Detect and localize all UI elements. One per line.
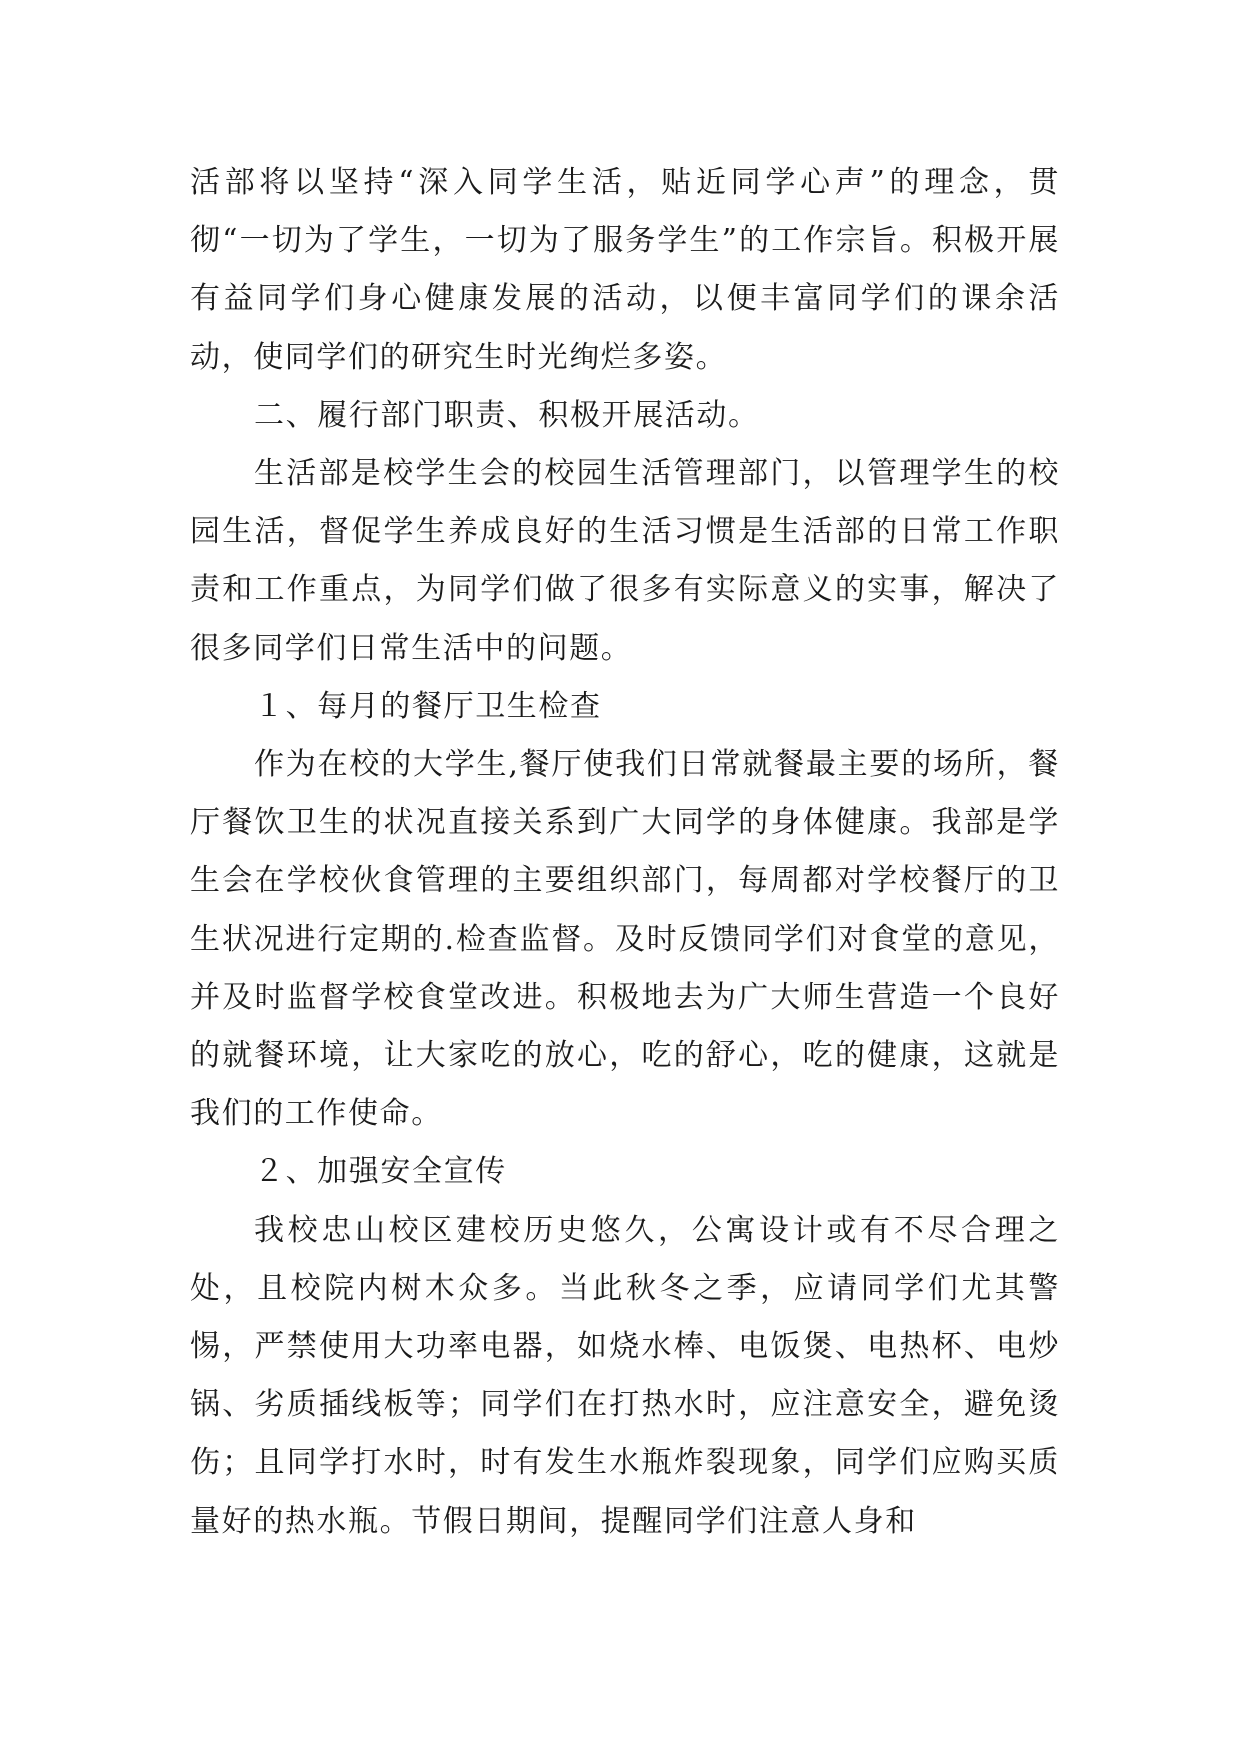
paragraph-continuation: 活部将以坚持“深入同学生活，贴近同学心声”的理念，贯彻“一切为了学生，一切为了服务学生”的工作宗旨。积极开展有益同学们身心健康发展的活动，以便丰富同学们的课余活动，使同学们的研究生时光绚烂多姿。 xyxy=(190,165,1060,375)
paragraph-body: 生活部是校学生会的校园生活管理部门，以管理学生的校园生活，督促学生养成良好的生活习惯是生活部的日常工作职责和工作重点，为同学们做了很多有实际意义的实事，解决了很多同学们日常生活中的问题。 xyxy=(190,456,1060,666)
numbered-subheading: １、每月的餐厅卫生检查 xyxy=(254,688,602,724)
document-body xyxy=(190,154,1060,1551)
paragraph-body: 作为在校的大学生,餐厅使我们日常就餐最主要的场所，餐厅餐饮卫生的状况直接关系到广大同学的身体健康。我部是学生会在学校伙食管理的主要组织部门，每周都对学校餐厅的卫生状况进行定期的.检查监督。及时反馈同学们对食堂的意见，并及时监督学校食堂改进。积极地去为广大师生营造一个良好的就餐环境，让大家吃的放心，吃的舒心，吃的健康，这就是我们的工作使命。 xyxy=(190,747,1060,1132)
paragraph-body: 我校忠山校区建校历史悠久，公寓设计或有不尽合理之处，且校院内树木众多。当此秋冬之季，应请同学们尤其警惕，严禁使用大功率电器，如烧水棒、电饭煲、电热杯、电炒锅、劣质插线板等；同学们在打热水时，应注意安全，避免烫伤；且同学打水时，时有发生水瓶炸裂现象，同学们应购买质量好的热水瓶。节假日期间，提醒同学们注意人身和 xyxy=(190,1212,1060,1539)
section-heading: 二、履行部门职责、积极开展活动。 xyxy=(254,397,760,433)
numbered-subheading: ２、加强安全宣传 xyxy=(254,1154,507,1190)
